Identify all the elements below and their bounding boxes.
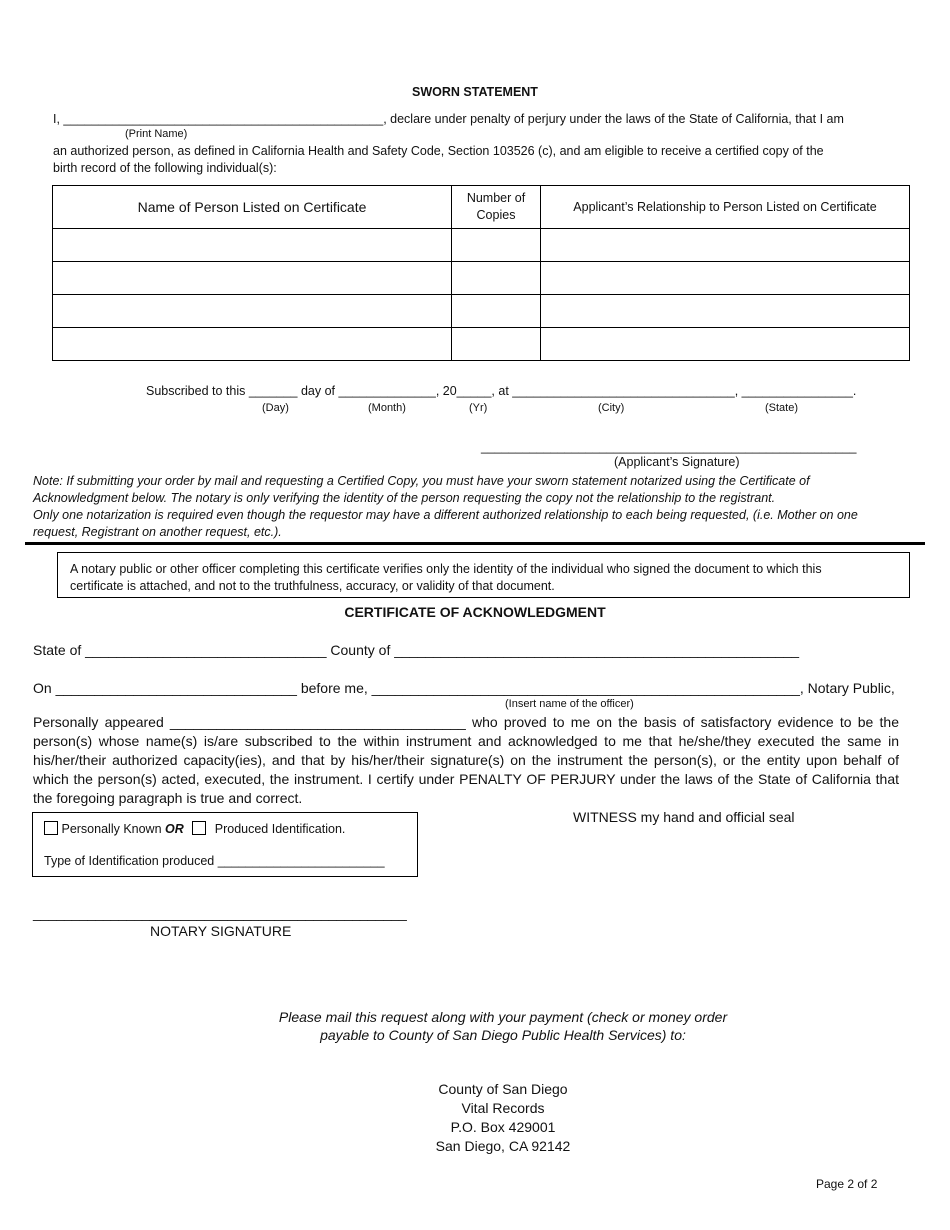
address-line: Vital Records xyxy=(461,1100,545,1116)
paragraph-line: person(s) whose name(s) is/are subscribed to the within instrument and acknowledged to me that he/she/they executed the same in xyxy=(33,733,899,749)
relationship-cell[interactable] xyxy=(541,328,910,361)
table-row xyxy=(53,295,910,328)
year-label: (Yr) xyxy=(469,402,488,414)
produced-id-label: Produced Identification. xyxy=(214,822,346,836)
name-cell[interactable] xyxy=(53,295,452,328)
address-line: San Diego, CA 92142 xyxy=(435,1138,571,1154)
on-before-me-line: On _______________________________ before me, _______________________________________________________, Notary Public, xyxy=(33,680,895,696)
copies-cell[interactable] xyxy=(452,328,541,361)
page-number: Page 2 of 2 xyxy=(816,1177,878,1191)
type-of-id-line: Type of Identification produced ________________________ xyxy=(44,854,385,868)
acknowledgment-title: CERTIFICATE OF ACKNOWLEDGMENT xyxy=(344,604,606,620)
day-label: (Day) xyxy=(262,402,289,414)
note-line-1: Note: If submitting your order by mail and requesting a Certified Copy, you must have your sworn statement notarized using the Certificate of xyxy=(33,474,810,488)
personally-known-label: Personally Known xyxy=(61,822,162,836)
table-row xyxy=(53,262,910,295)
paragraph-line: his/her/their authorized capacity(ies), and that by his/her/their signature(s) on the instrument the person(s), or the entity upon behalf of xyxy=(33,752,899,768)
table-row xyxy=(53,328,910,361)
insert-officer-label: (Insert name of the officer) xyxy=(505,698,634,710)
table-row xyxy=(53,229,910,262)
paragraph-line: which the person(s) acted, executed, the instrument. I certify under PENALTY OF PERJURY under the laws of the State of California that xyxy=(33,771,899,787)
city-label: (City) xyxy=(598,402,625,414)
acknowledgment-paragraph xyxy=(33,713,899,808)
header-name: Name of Person Listed on Certificate xyxy=(53,186,452,229)
personally-known-checkbox[interactable] xyxy=(44,821,58,835)
birth-record-line: birth record of the following individual(s): xyxy=(53,161,277,175)
note-line-4: request, Registrant on another request, etc.). xyxy=(33,525,282,539)
identification-box xyxy=(32,812,418,877)
relationship-cell[interactable] xyxy=(541,229,910,262)
produced-id-checkbox[interactable] xyxy=(192,821,206,835)
note-line-3: Only one notarization is required even though the requestor may have a different authorized relationship to each being requested, (i.e. Mother on one xyxy=(33,508,858,522)
copies-cell[interactable] xyxy=(452,262,541,295)
paragraph-line: Personally appeared ______________________________________ who proved to me on the basis of satisfactory evidence to be the xyxy=(33,714,899,730)
applicant-signature-label: (Applicant’s Signature) xyxy=(614,455,740,469)
copies-cell[interactable] xyxy=(452,295,541,328)
month-label: (Month) xyxy=(368,402,406,414)
name-cell[interactable] xyxy=(53,229,452,262)
or-label: OR xyxy=(165,822,184,836)
notary-disclaimer-line-2: certificate is attached, and not to the truthfulness, accuracy, or validity of that document. xyxy=(70,579,555,593)
name-cell[interactable] xyxy=(53,328,452,361)
certificate-table xyxy=(52,185,910,361)
notary-disclaimer-box xyxy=(57,552,910,598)
paragraph-line: the foregoing paragraph is true and correct. xyxy=(33,790,303,806)
print-name-label: (Print Name) xyxy=(125,128,188,140)
subscribed-line: Subscribed to this _______ day of ______________, 20_____, at ________________________________, ________________. xyxy=(146,384,857,398)
mail-instruction-line-1: Please mail this request along with your payment (check or money order xyxy=(278,1009,728,1025)
identification-options xyxy=(44,821,345,836)
notary-signature-line: ________________________________________________ xyxy=(33,905,407,921)
notary-disclaimer-line-1: A notary public or other officer completing this certificate verifies only the identity of the individual who signed the document to which this xyxy=(70,562,822,576)
relationship-cell[interactable] xyxy=(541,262,910,295)
sworn-statement-title: SWORN STATEMENT xyxy=(412,85,538,99)
applicant-signature-line: ______________________________________________________ xyxy=(481,440,857,454)
address-line: P.O. Box 429001 xyxy=(450,1119,556,1135)
header-relationship: Applicant’s Relationship to Person Listed on Certificate xyxy=(541,186,910,229)
notary-signature-label: NOTARY SIGNATURE xyxy=(150,923,292,939)
mailing-address xyxy=(0,1080,950,1156)
copies-cell[interactable] xyxy=(452,229,541,262)
header-copies-line2: Copies xyxy=(476,208,516,222)
name-cell[interactable] xyxy=(53,262,452,295)
header-copies-line1: Number of xyxy=(466,191,526,205)
witness-label: WITNESS my hand and official seal xyxy=(573,809,795,825)
declaration-line: I, ______________________________________________, declare under penalty of perjury under the laws of the State of California, that I am xyxy=(53,112,844,126)
address-line: County of San Diego xyxy=(438,1081,568,1097)
section-divider xyxy=(25,542,925,545)
state-label: (State) xyxy=(765,402,799,414)
state-county-line: State of _______________________________ County of ____________________________________________________ xyxy=(33,642,800,658)
relationship-cell[interactable] xyxy=(541,295,910,328)
note-line-2: Acknowledgment below. The notary is only verifying the identity of the person requesting the copy not the relationship to the registrant. xyxy=(33,491,776,505)
authorized-person-line: an authorized person, as defined in California Health and Safety Code, Section 103526 (c), and am eligible to receive a certified copy of the xyxy=(53,144,824,158)
mail-instruction-line-2: payable to County of San Diego Public Health Services) to: xyxy=(320,1027,686,1043)
header-copies xyxy=(452,186,541,229)
